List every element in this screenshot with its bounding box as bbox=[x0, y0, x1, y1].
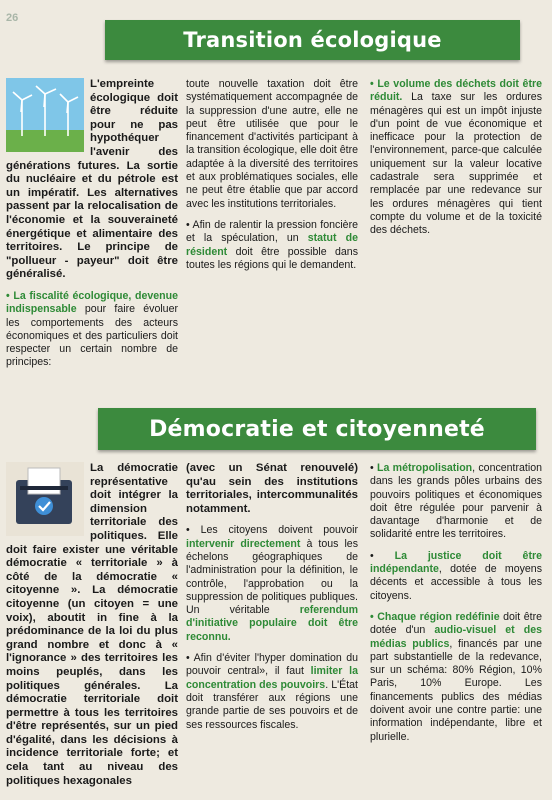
section-title-democratie: Démocratie et citoyenneté bbox=[98, 408, 536, 450]
section1-column-1 bbox=[6, 78, 178, 378]
justice-paragraph: • La justice doit être indépendante, dotée de moyens décents et accessible à tous les citoyens. bbox=[370, 549, 542, 602]
citoyens-paragraph: • Les citoyens doivent pouvoir intervenir directement à tous les échelons géographiques de l'administration pour la définition, le contrôle, l'approbation ou la suppression de politiques publiques. Un véritable referendum d'initiative populaire doit être reconnu. bbox=[186, 524, 358, 643]
justice-highlight: La justice doit être indépendante bbox=[370, 549, 542, 576]
dechets-paragraph: • Le volume des déchets doit être réduit. La taxe sur les ordures ménagères qui est un impôt injuste d'un point de vue économique et inefficace pour la protection de l'environnement, parce-que calculée uniquement sur la valeur locative cadastrale sera supprimée et remplacée par une redevance sur les ordures ménagères qui tient compte du volume et de la toxicité des déchets. bbox=[370, 78, 542, 237]
concentration-highlight: limiter la concentration des pouvoirs bbox=[186, 665, 358, 691]
ballot-box-icon bbox=[6, 462, 84, 540]
intro-paragraph: L'empreinte écologique doit être réduite pour ne pas hypothéquer l'avenir des générations futures. La sortie du nucléaire et du pétrole est un impératif. Les alternatives passent par la relocalisation de l'économie et la souveraineté énergétique et alimentaire des territoires. Le principe de "pollueur - payeur" doit être généralisé. bbox=[6, 78, 178, 281]
pouvoir-central-paragraph: • Afin d'éviter l'hyper domination du pouvoir central», il faut limiter la concentration des pouvoirs. L'État doit transférer aux régions une grande partie de ses pouvoirs et de ses ressources fiscales. bbox=[186, 652, 358, 731]
metropolisation-highlight: La métropolisation bbox=[377, 462, 473, 474]
fiscalite-paragraph bbox=[6, 290, 178, 370]
fiscalite-highlight: • La fiscalité écologique, devenue indispensable bbox=[6, 289, 178, 316]
section2-column-1 bbox=[6, 462, 178, 796]
metropolisation-paragraph: • La métropolisation, concentration dans les grands pôles urbains des pouvoirs politiques et économiques doit être régulée pour parvenir à davantage d'harmonie et de solidarité entre les territoires. bbox=[370, 462, 542, 541]
medias-highlight: audio-visuel et des médias publics bbox=[370, 624, 542, 650]
democratie-paragraph: La démocratie représentative doit intégrer la dimension territoriale des politiques. Elle doit faire exister une véritable démocratie « territoriale » à côté de la démocratie « citoyenne ». La démocratie citoyenne (un citoyen = une voix), aboutit in fine à la prédominance de la loi du plus grand nombre et donc à « l'ignorance » des territoires les moins peuplés, dans les politiques générales. La démocratie territoriale doit permettre à tous les territoires d'être représentés, sur un pied d'égalité, dans les décisions à incidence territoriale forte; et cela tant au niveau des politiques hexagonales bbox=[6, 462, 178, 787]
page-number: 26 bbox=[6, 12, 19, 24]
dechets-highlight: • Le volume des déchets doit être réduit. bbox=[370, 78, 542, 104]
resident-highlight: statut de résident bbox=[186, 232, 358, 258]
medias-paragraph: • Chaque région redéfinie doit être dotée d'un audio-visuel et des médias publics, financés par une part substantielle de la redevance, sur un schéma: 80% Région, 10% Paris, 10% Europe. Les financements publics des médias doivent avoir une contre partie: une information indépendante, libre et plurielle. bbox=[370, 610, 543, 743]
section1-column-3 bbox=[370, 78, 542, 246]
wind-turbine-icon bbox=[6, 78, 84, 156]
fiscal-principles-paragraph: toute nouvelle taxation doit être systématiquement accompagnée de la suppression d'une autre, elle ne peut être utilisée que pour le financement d'activités participant à la transition écologique, elle doit être adaptée à la diversité des territoires et aux problématiques sociales, elle ne peut être établie que par accord avec les institutions territoriales. bbox=[186, 78, 358, 210]
fiscalite-text: pour faire évoluer les comportements des acteurs économiques et des particuliers doit respecter un certain nombre de principes: bbox=[6, 303, 178, 369]
intervenir-highlight: intervenir directement bbox=[186, 537, 301, 550]
resident-status-paragraph: • Afin de ralentir la pression foncière et la spéculation, un statut de résident doit être possible dans toutes les régions qui le demandent. bbox=[186, 218, 358, 271]
section1-column-2 bbox=[186, 78, 358, 280]
section-title-transition: Transition écologique bbox=[105, 20, 520, 60]
section2-column-2 bbox=[186, 462, 358, 740]
region-highlight: • Chaque région redéfinie bbox=[370, 610, 500, 623]
senat-paragraph: (avec un Sénat renouvelé) qu'au sein des institutions territoriales, intercommunalités notamment. bbox=[186, 462, 358, 515]
referendum-highlight: referendum d'initiative populaire doit être reconnu. bbox=[186, 604, 358, 643]
section2-column-3 bbox=[370, 462, 542, 752]
